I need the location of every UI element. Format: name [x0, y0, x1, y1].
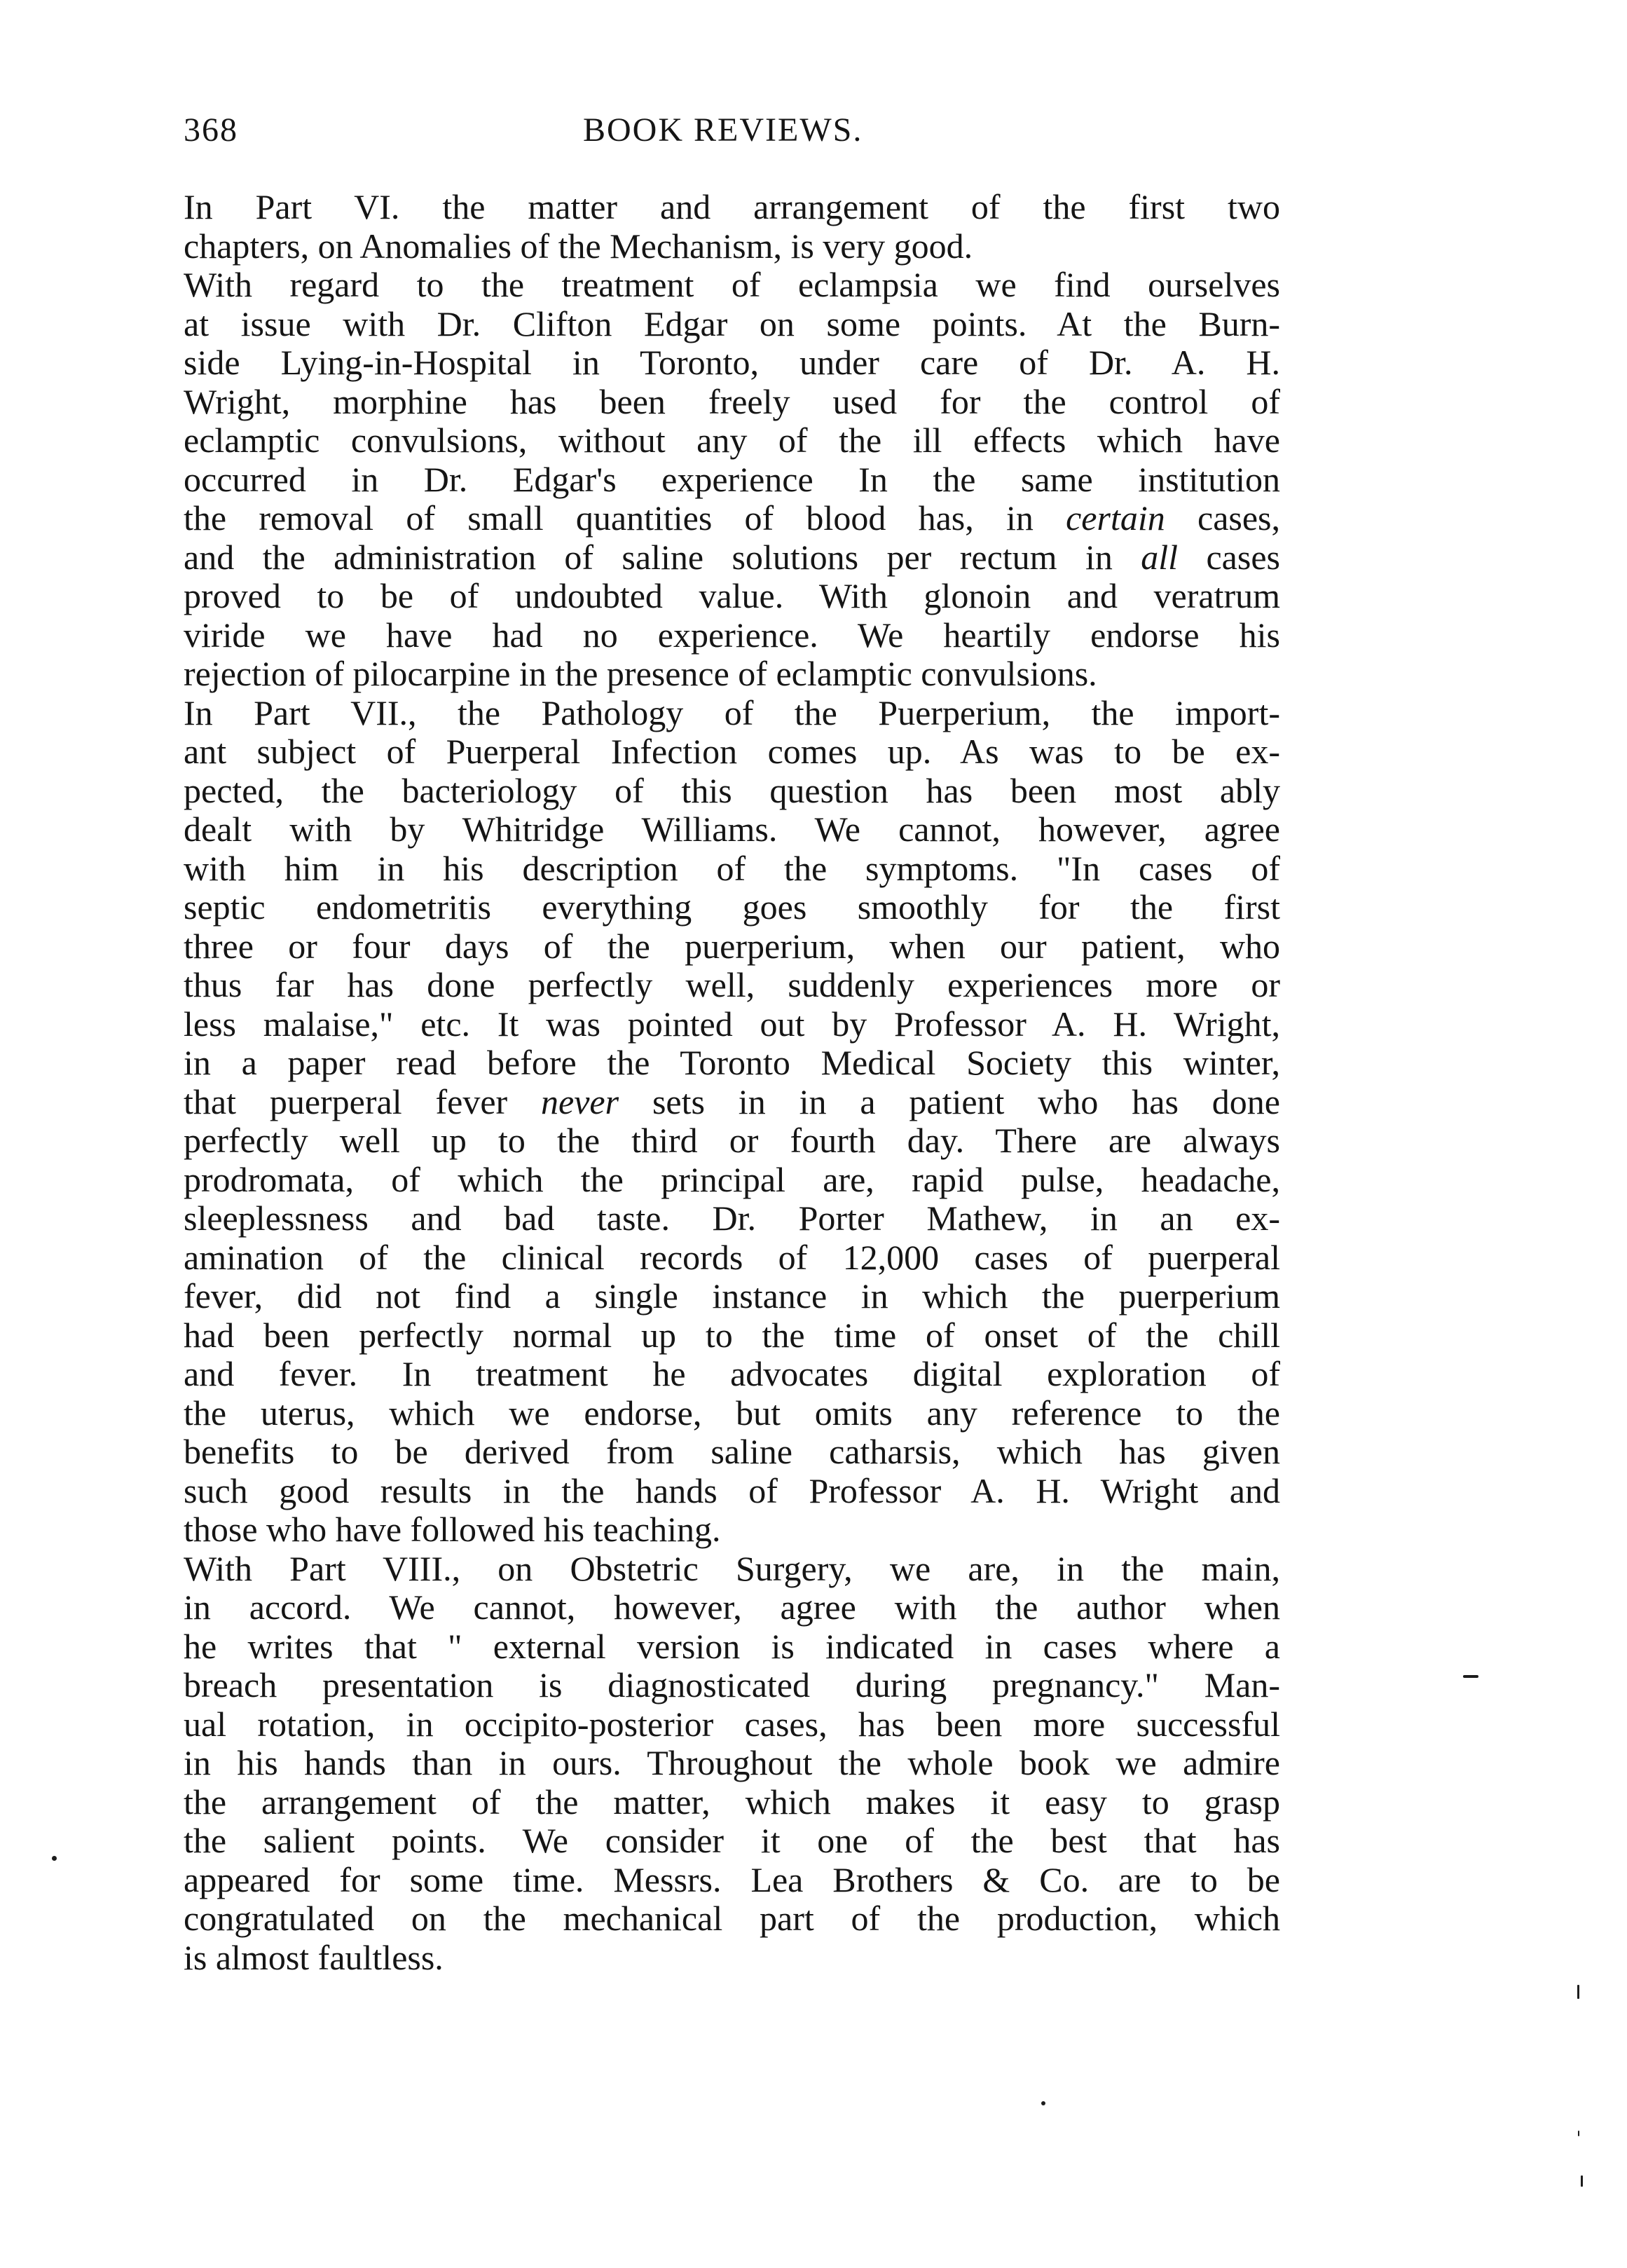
- text-line: breach presentation is diagnosticated during pregnancy." Man-: [184, 1666, 1280, 1705]
- text-line: at issue with Dr. Clifton Edgar on some points. At the Burn-: [184, 304, 1280, 343]
- text-line: proved to be of undoubted value. With glonoin and veratrum: [184, 577, 1280, 615]
- emphasis: certain: [1066, 499, 1165, 538]
- text-line: he writes that " external version is indicated in cases where a: [184, 1627, 1280, 1666]
- paragraph: [184, 188, 1280, 266]
- scan-speck: [1578, 2131, 1579, 2136]
- text-line: in accord. We cannot, however, agree with the author when: [184, 1588, 1280, 1627]
- running-title: BOOK REVIEWS.: [583, 111, 863, 149]
- text-line: with him in his description of the symptoms. "In cases of: [184, 849, 1280, 888]
- text-line: septic endometritis everything goes smoothly for the first: [184, 888, 1280, 927]
- text-line: thus far has done perfectly well, suddenly experiences more or: [184, 966, 1280, 1004]
- paragraph: [184, 694, 1280, 1550]
- text-line: congratulated on the mechanical part of the production, which: [184, 1899, 1280, 1938]
- text-line: viride we have had no experience. We heartily endorse his: [184, 615, 1280, 655]
- text-line: With regard to the treatment of eclampsia we find ourselves: [184, 266, 1280, 304]
- text-line: less malaise," etc. It was pointed out by Professor A. H. Wright,: [184, 1004, 1280, 1044]
- page-header: [184, 111, 1284, 160]
- text-line: is almost faultless.: [184, 1938, 444, 1977]
- text-line: ant subject of Puerperal Infection comes up. As was to be ex-: [184, 732, 1280, 771]
- text-line: ual rotation, in occipito-posterior cases, has been more successful: [184, 1705, 1280, 1744]
- emphasis: all: [1141, 538, 1179, 577]
- scan-speck: [52, 1856, 57, 1861]
- review-body: [184, 188, 1280, 1977]
- text-line: In Part VII., the Pathology of the Puerperium, the import-: [184, 693, 1280, 732]
- paragraph: [184, 1550, 1280, 1978]
- text-line: benefits to be derived from saline catharsis, which has given: [184, 1433, 1280, 1471]
- text-line: dealt with by Whitridge Williams. We cannot, however, agree: [184, 810, 1280, 849]
- text-line: chapters, on Anomalies of the Mechanism, is very good.: [184, 226, 973, 266]
- text-line: in a paper read before the Toronto Medical Society this winter,: [184, 1044, 1280, 1082]
- paragraph: [184, 266, 1280, 694]
- text-line: In Part VI. the matter and arrangement of the first two: [184, 188, 1280, 226]
- text-line: appeared for some time. Messrs. Lea Brothers & Co. are to be: [184, 1860, 1280, 1899]
- emphasis: never: [541, 1082, 619, 1121]
- text-line: prodromata, of which the principal are, rapid pulse, headache,: [184, 1160, 1280, 1199]
- text-line: With Part VIII., on Obstetric Surgery, we are, in the main,: [184, 1549, 1280, 1588]
- text-line: side Lying-in-Hospital in Toronto, under care of Dr. A. H.: [184, 343, 1280, 382]
- text-line: had been perfectly normal up to the time of onset of the chill: [184, 1316, 1280, 1355]
- text-line: the salient points. We consider it one of the best that has: [184, 1822, 1280, 1860]
- scan-speck: [1041, 2101, 1045, 2105]
- text-line: that puerperal fever never sets in in a patient who has done: [184, 1082, 1280, 1121]
- text-line: such good results in the hands of Professor A. H. Wright and: [184, 1471, 1280, 1510]
- scan-speck: [1577, 1985, 1579, 1999]
- text-line: perfectly well up to the third or fourth day. There are always: [184, 1121, 1280, 1160]
- text-line: rejection of pilocarpine in the presence of eclamptic convulsions.: [184, 655, 1097, 693]
- scan-speck: [1581, 2175, 1583, 2187]
- text-line: fever, did not find a single instance in which the puerperium: [184, 1277, 1280, 1316]
- text-line: three or four days of the puerperium, when our patient, who: [184, 927, 1280, 966]
- text-line: occurred in Dr. Edgar's experience In the same institution: [184, 460, 1280, 499]
- text-line: the uterus, which we endorse, but omits any reference to the: [184, 1393, 1280, 1433]
- text-line: those who have followed his teaching.: [184, 1510, 721, 1549]
- text-line: in his hands than in ours. Throughout the whole book we admire: [184, 1744, 1280, 1782]
- text-line: amination of the clinical records of 12,000 cases of puerperal: [184, 1238, 1280, 1277]
- text-line: the removal of small quantities of blood has, in certain cases,: [184, 499, 1280, 538]
- text-line: Wright, morphine has been freely used for the control of: [184, 382, 1280, 421]
- scan-speck: [1463, 1675, 1478, 1678]
- text-line: the arrangement of the matter, which makes it easy to grasp: [184, 1782, 1280, 1822]
- page-number: 368: [184, 111, 238, 149]
- text-line: and fever. In treatment he advocates digital exploration of: [184, 1355, 1280, 1393]
- text-line: eclamptic convulsions, without any of the ill effects which have: [184, 421, 1280, 460]
- text-line: sleeplessness and bad taste. Dr. Porter Mathew, in an ex-: [184, 1199, 1280, 1238]
- text-line: and the administration of saline solutions per rectum in all cases: [184, 538, 1280, 577]
- text-line: pected, the bacteriology of this question has been most ably: [184, 771, 1280, 810]
